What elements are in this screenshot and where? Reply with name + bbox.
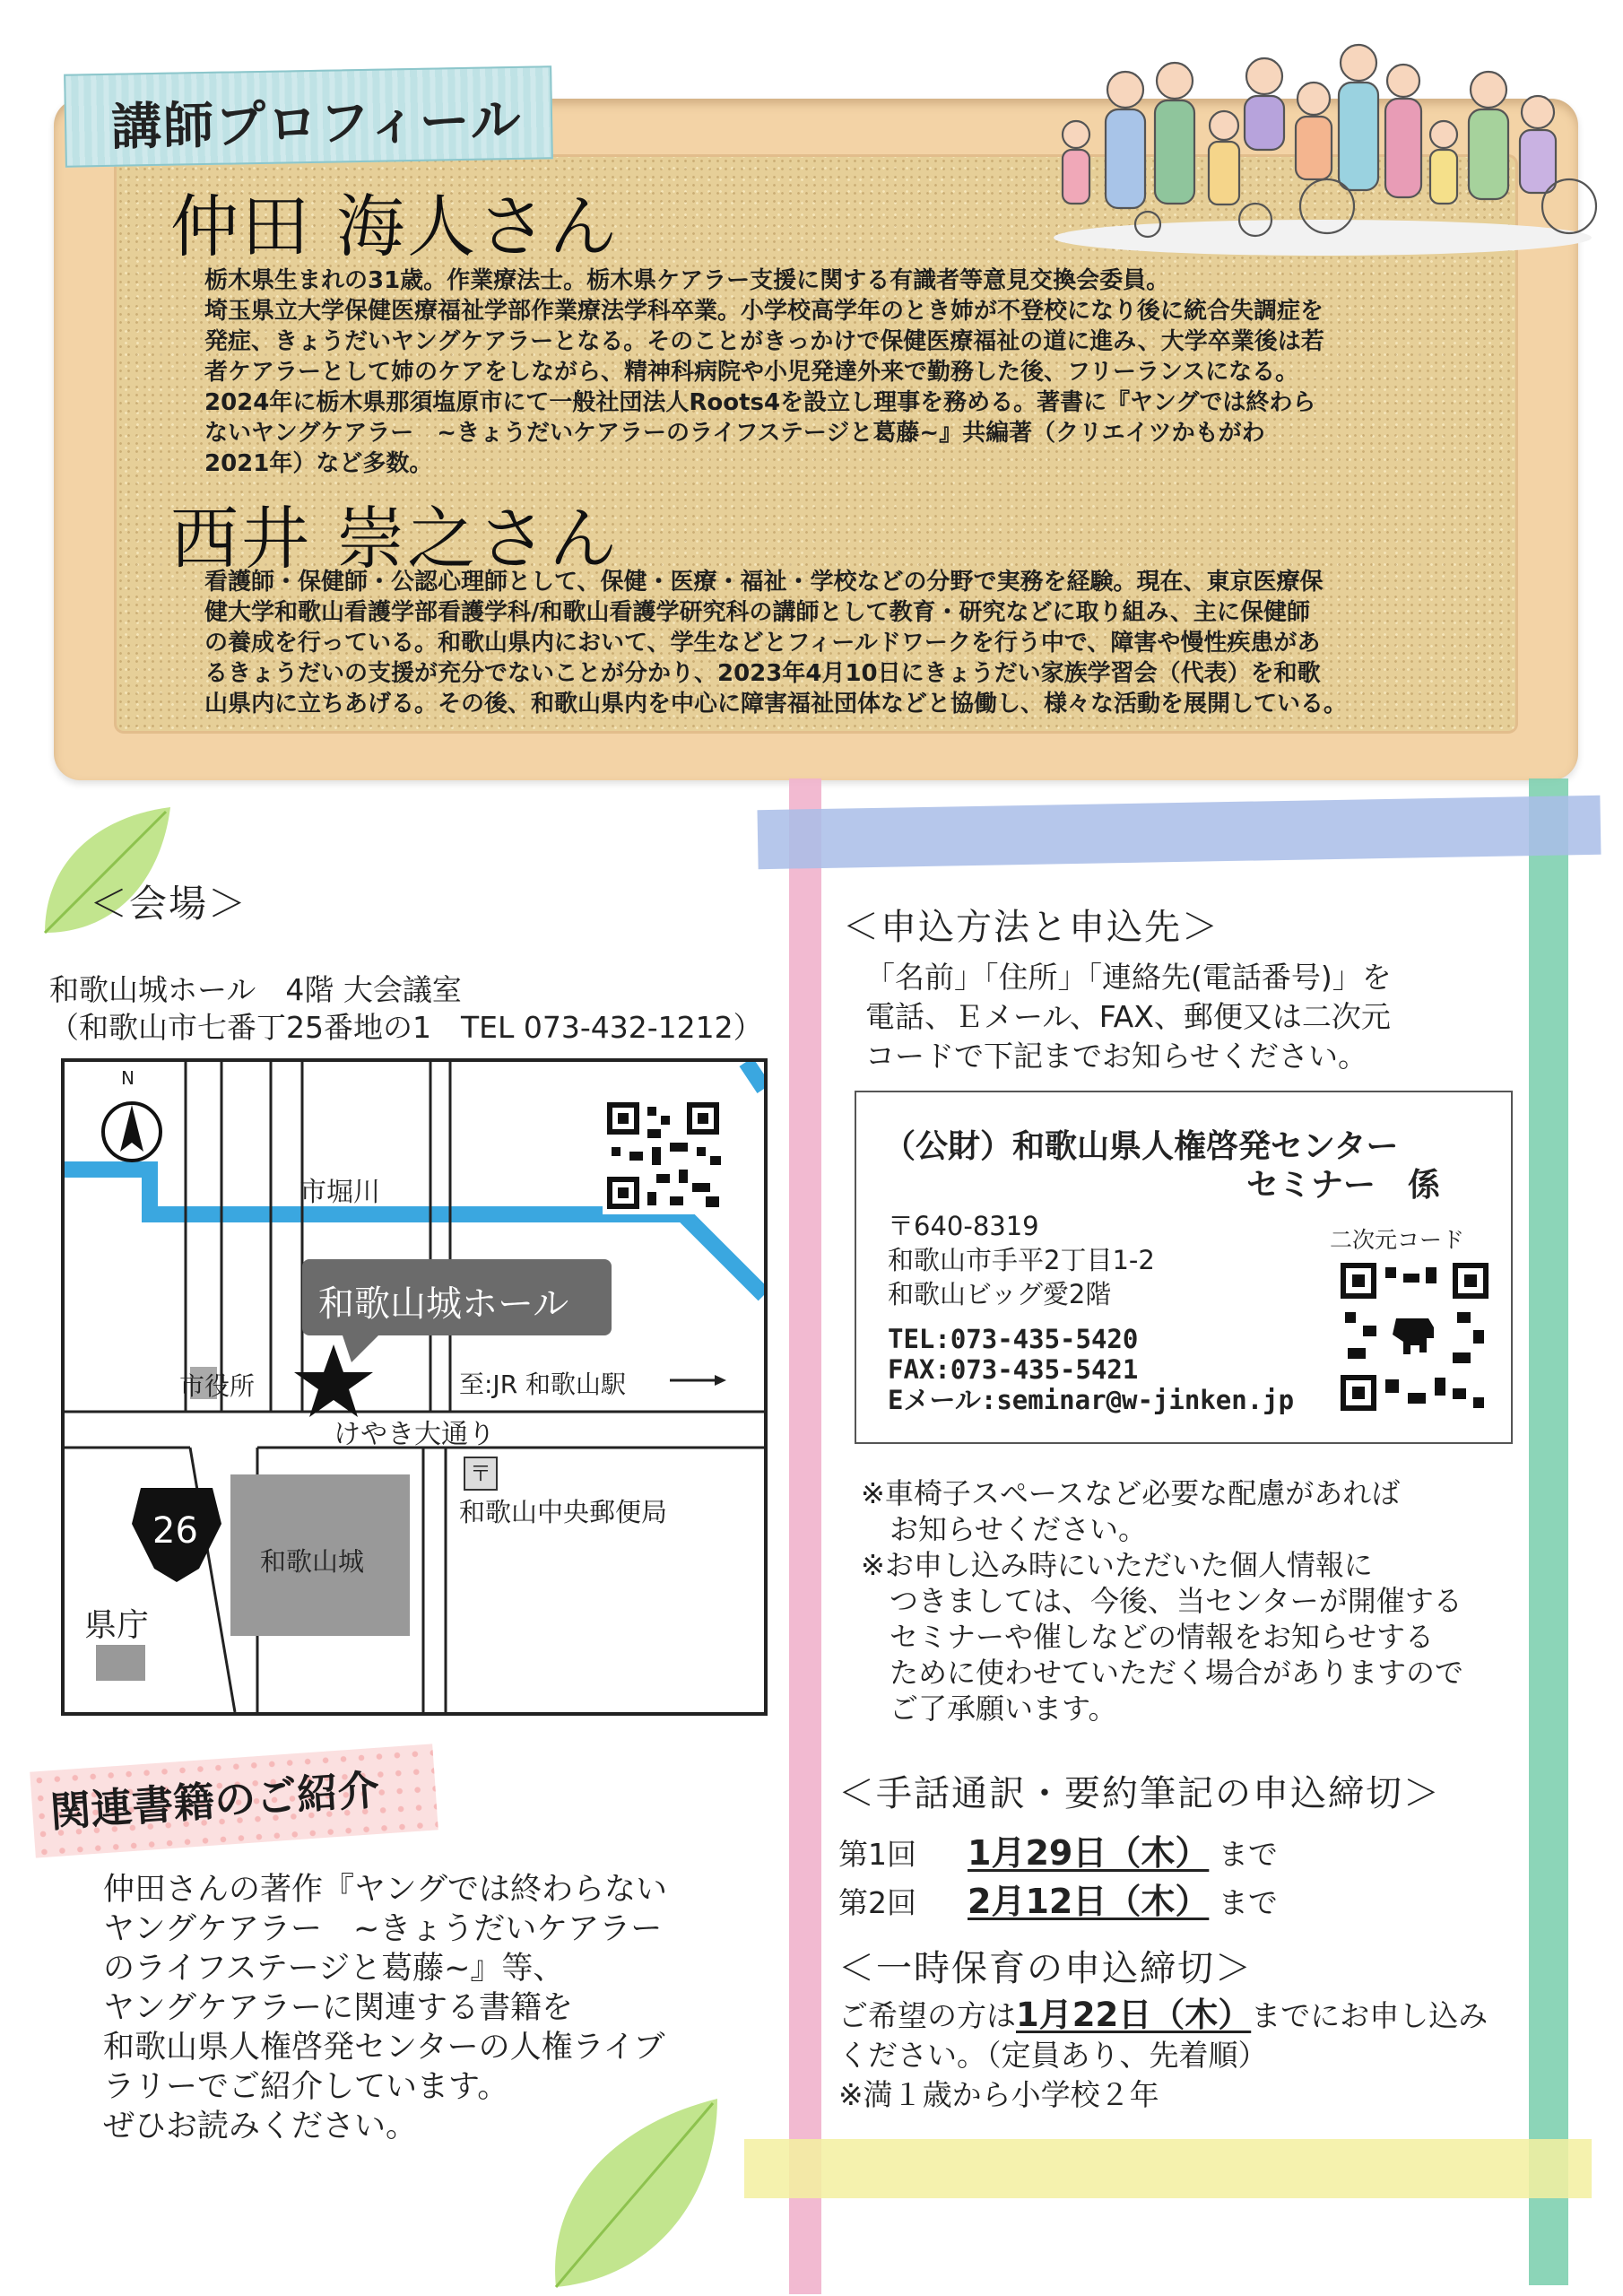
contact-addr2: 和歌山ビッグ愛2階	[888, 1279, 1112, 1309]
application-line: 電話、Ｅメール、FAX、郵便又は二次元	[865, 999, 1391, 1034]
profile-heading-tape	[64, 65, 553, 167]
note-line: ために使わせていただく場合がありますので	[861, 1656, 1464, 1690]
bio-line: 栃木県生まれの31歳。作業療法士。栃木県ケアラー支援に関する有識者等意見交換会委員。	[204, 267, 1170, 294]
map-street-label: けやき大通り	[334, 1419, 495, 1450]
note-line: お知らせください。	[861, 1512, 1148, 1546]
qr-code-icon[interactable]	[1341, 1263, 1488, 1411]
bio-line: ないヤングケアラー ~きょうだいケアラーのライフステージと葛藤~』共編著（クリエイツかもがわ	[204, 420, 1265, 447]
sign-language-deadlines	[838, 1830, 1278, 1926]
bio-line: 看護師・保健師・公認心理師として、保健・医療・福祉・学校などの分野で実務を経験。現在、東京医療保	[204, 569, 1324, 596]
deadline-label: 第2回	[838, 1885, 916, 1920]
childcare-date: 1月22日（木）	[1016, 1996, 1252, 2034]
bio-line: の養成を行っている。和歌山県内において、学生などとフィールドワークを行う中で、障害や慢性疾患があ	[204, 630, 1321, 657]
books-line: ぜひお読みください。	[103, 2109, 418, 2144]
deadline-row	[838, 1878, 1278, 1926]
map-drawing	[65, 1062, 764, 1712]
map-city-office-label: 市役所	[179, 1371, 256, 1401]
bio-line: 2021年）など多数。	[204, 450, 433, 477]
lecturer-1-bio	[204, 265, 1496, 479]
books-body	[103, 1870, 749, 2146]
contact-address	[888, 1209, 1155, 1311]
venue-address: （和歌山市七番丁25番地の1 TEL 073-432-1212）	[49, 1010, 763, 1045]
bio-line: 2024年に栃木県那須塩原市にて一般社団法人Roots4を設立し理事を務める。著書に『ヤングでは終わら	[204, 389, 1316, 416]
blue-deco-bar	[757, 796, 1601, 869]
contact-email[interactable]: Eメール:seminar@w-jinken.jp	[888, 1385, 1295, 1415]
map-post-office-label: 和歌山中央郵便局	[459, 1497, 668, 1527]
childcare-text: ご希望の方は	[838, 1998, 1016, 2033]
books-line: のライフステージと葛藤~』等、	[103, 1951, 565, 1987]
deadline-date: 1月29日（木）	[968, 1833, 1210, 1873]
childcare-body	[838, 1996, 1488, 2115]
map-route-label: 26	[152, 1510, 198, 1552]
map-station-label: 至:JR 和歌山駅	[459, 1370, 627, 1399]
bio-line: 健大学和歌山看護学部看護学科/和歌山看護学研究科の講師として教育・研究などに取り組み、主に保健師	[204, 599, 1311, 626]
note-line: つきましては、今後、当センターが開催する	[861, 1584, 1462, 1618]
sign-language-heading: ＜手話通訳・要約筆記の申込締切＞	[838, 1773, 1441, 1814]
deadline-suffix: まで	[1218, 1837, 1278, 1872]
books-line: ラリーでご紹介しています。	[103, 2069, 509, 2105]
yellow-deco-bar	[744, 2139, 1592, 2198]
contact-fax: FAX:073-435-5421	[888, 1354, 1139, 1385]
childcare-heading: ＜一時保育の申込締切＞	[838, 1948, 1253, 1989]
bio-line: るきょうだいの支援が充分でないことが分かり、2023年4月10日にきょうだい家族学習会（代表）を和歌	[204, 660, 1321, 687]
venue-heading: ＜会場＞	[90, 882, 248, 926]
application-heading: ＜申込方法と申込先＞	[843, 907, 1219, 948]
green-deco-bar	[1529, 778, 1568, 2285]
books-line: 仲田さんの著作『ヤングでは終わらない	[103, 1872, 667, 1908]
contact-dept: セミナー 係	[1246, 1167, 1441, 1204]
books-line: 和歌山県人権啓発センターの人権ライブ	[103, 2030, 665, 2066]
deadline-label: 第1回	[838, 1837, 916, 1872]
books-line: ヤングケアラーに関連する書籍を	[103, 1990, 573, 2026]
family-illustration	[1040, 27, 1605, 260]
venue-name: 和歌山城ホール 4階 大会議室	[49, 972, 462, 1007]
bio-line: 埼玉県立大学保健医療福祉学部作業療法学科卒業。小学校高学年のとき姉が不登校になり後に統合失調症を	[204, 298, 1324, 325]
lecturer-2-name: 西井 崇之さん	[170, 499, 621, 578]
map-hall-label: 和歌山城ホール	[318, 1283, 569, 1325]
contact-box	[855, 1091, 1513, 1444]
qr-code-icon	[603, 1098, 724, 1214]
lecturer-1-name: 仲田 海人さん	[170, 187, 621, 266]
qr-label: 二次元コード	[1330, 1227, 1465, 1253]
application-body	[865, 958, 1392, 1076]
deadline-date: 2月12日（木）	[968, 1882, 1210, 1921]
contact-addr1: 和歌山市手平2丁目1-2	[888, 1245, 1155, 1275]
profile-heading: 講師プロフィール	[110, 91, 524, 157]
deadline-suffix: まで	[1218, 1885, 1278, 1920]
note-line: セミナーや催しなどの情報をお知らせする	[861, 1620, 1435, 1654]
contact-methods	[888, 1324, 1294, 1415]
venue-map	[61, 1058, 768, 1716]
deadline-row	[838, 1830, 1278, 1878]
bio-line: 山県内に立ちあげる。その後、和歌山県内を中心に障害福祉団体などと協働し、様々な活動を展開している。	[204, 691, 1348, 718]
note-line: ご了承願います。	[861, 1692, 1117, 1726]
map-pref-office-label: 県庁	[84, 1607, 150, 1644]
application-notes	[861, 1475, 1463, 1726]
note-line: ※お申し込み時にいただいた個人情報に	[861, 1548, 1373, 1582]
application-line: 「名前」「住所」「連絡先(電話番号)」を	[865, 960, 1392, 995]
childcare-line-2: ください。（定員あり、先着順）	[838, 2038, 1268, 2073]
books-line: ヤングケアラー ~きょうだいケアラー	[103, 1911, 663, 1947]
pink-deco-bar	[789, 778, 821, 2294]
bio-line: 発症、きょうだいヤングケアラーとなる。そのことがきっかけで保健医療福祉の道に進み、大学卒業後は若	[204, 328, 1324, 355]
bio-line: 者ケアラーとして姉のケアをしながら、精神科病院や小児発達外来で勤務した後、フリーランスになる。	[204, 359, 1299, 386]
map-north-label: N	[121, 1067, 135, 1089]
note-line: ※車椅子スペースなど必要な配慮があれば	[861, 1476, 1401, 1510]
childcare-line-1	[838, 1996, 1488, 2036]
map-castle-label: 和歌山城	[260, 1546, 365, 1577]
books-heading: 関連書籍のご紹介	[48, 1765, 381, 1837]
lecturer-2-bio	[204, 567, 1496, 719]
contact-postal: 〒640-8319	[888, 1211, 1039, 1241]
application-line: コードで下記までお知らせください。	[865, 1039, 1368, 1074]
contact-tel[interactable]: TEL:073-435-5420	[888, 1324, 1139, 1354]
post-office-icon: 〒	[464, 1457, 498, 1491]
map-river-label: 市堀川	[299, 1177, 380, 1208]
childcare-line-3: ※満１歳から小学校２年	[838, 2077, 1159, 2112]
contact-org: （公財）和歌山県人権啓発センター	[883, 1128, 1399, 1165]
childcare-text: までにお申し込み	[1251, 1998, 1488, 2033]
